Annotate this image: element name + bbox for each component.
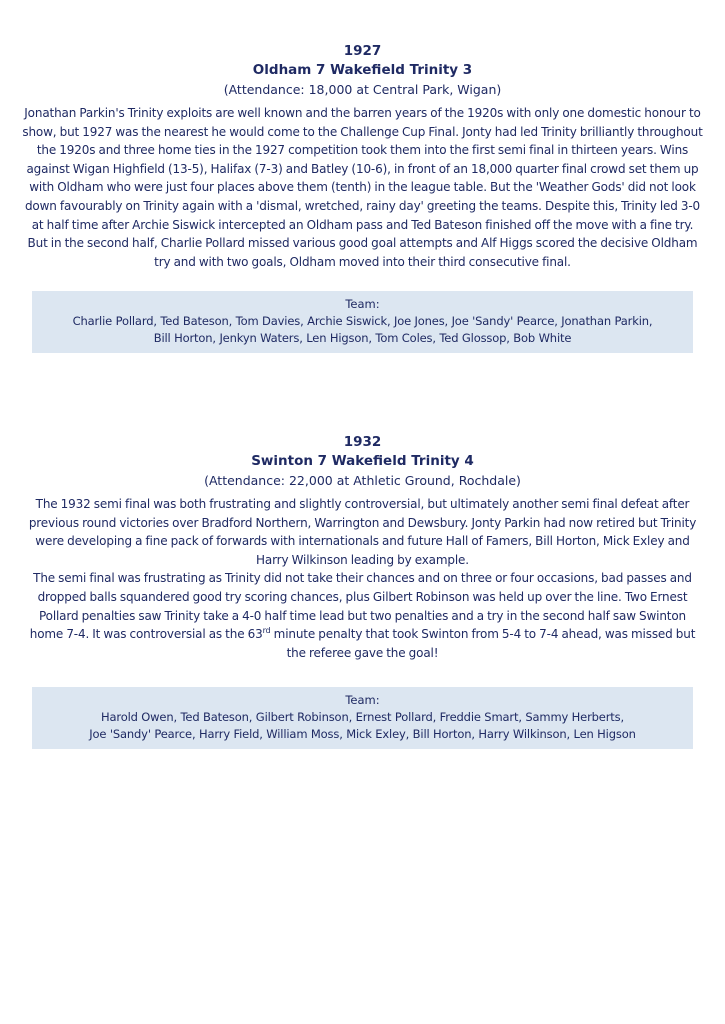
ordinal-suffix: rd (262, 626, 271, 636)
match-score: Swinton 7 Wakefield Trinity 4 (251, 453, 474, 469)
team-line: Bill Horton, Jenkyn Waters, Len Higson, Tom Coles, Ted Glossop, Bob White (153, 331, 572, 346)
match-score: Oldham 7 Wakefield Trinity 3 (252, 62, 473, 78)
report-text: The semi final was frustrating as Trinity did not take their chances and on three or four occasions, bad passes and dropped balls squandered good try scoring chances, plus Gilbert Robinson was held up over the line. Two Ernest Pollard penalties saw Trinity take a 4-0 half time lead but two penalties and a try in the second half saw Swinton home 7-4. It was controversial as the 63 (29, 571, 692, 642)
team-title: Team: (345, 693, 380, 708)
match-year: 1932 (343, 434, 382, 450)
match-section-1932 (22, 433, 703, 749)
team-line: Charlie Pollard, Ted Bateson, Tom Davies, Archie Siswick, Joe Jones, Joe 'Sandy' Pearce, Jonathan Parkin, (72, 314, 653, 329)
team-line: Harold Owen, Ted Bateson, Gilbert Robinson, Ernest Pollard, Freddie Smart, Sammy Herberts, (100, 710, 625, 725)
match-attendance: (Attendance: 22,000 at Athletic Ground, Rochdale) (204, 473, 521, 488)
report-paragraph (22, 569, 703, 662)
report-paragraph: The 1932 semi final was both frustrating and slightly controversial, but ultimately another semi final defeat after previous round victories over Bradford Northern, Warrington and Dewsbury. Jonty Parkin had now retired but Trinity were developing a fine pack of forwards with internationals and future Hall of Famers, Bill Horton, Mick Exley and Harry Wilkinson leading by example. (28, 497, 697, 567)
team-line: Joe 'Sandy' Pearce, Harry Field, William Moss, Mick Exley, Bill Horton, Harry Wilkinson, Len Higson (89, 727, 636, 742)
match-report (22, 104, 703, 271)
report-paragraph: Jonathan Parkin's Trinity exploits are well known and the barren years of the 1920s with only one domestic honour to show, but 1927 was the nearest he would come to the Challenge Cup Final. Jonty had led Trinity brilliantly throughout the 1920s and three home ties in the 1927 competition took them into the first semi final in thirteen years. Wins against Wigan Highfield (13-5), Halifax (7-3) and Batley (10-6), in front of an 18,000 quarter final crowd set them up with Oldham who were just four places above them (tenth) in the league table. But the 'Weather Gods' did not look down favourably on Trinity again with a 'dismal, wretched, rainy day' greeting the teams. Despite this, Trinity led 3-0 at half time after Archie Siswick intercepted an Oldham pass and Ted Bateson finished off the move with a fine try. But in the second half, Charlie Pollard missed various good goal attempts and Alf Higgs scored the decisive Oldham try and with two goals, Oldham moved into their third consecutive final. (22, 106, 703, 269)
match-year: 1927 (343, 43, 382, 59)
match-section-1927 (22, 42, 703, 353)
team-title: Team: (345, 297, 380, 312)
report-text: minute penalty that took Swinton from 5-4 to 7-4 ahead, was missed but the referee gave the goal! (270, 627, 696, 660)
team-box (32, 291, 693, 353)
match-report (22, 495, 703, 662)
match-attendance: (Attendance: 18,000 at Central Park, Wigan) (223, 82, 502, 97)
team-box (32, 687, 693, 749)
